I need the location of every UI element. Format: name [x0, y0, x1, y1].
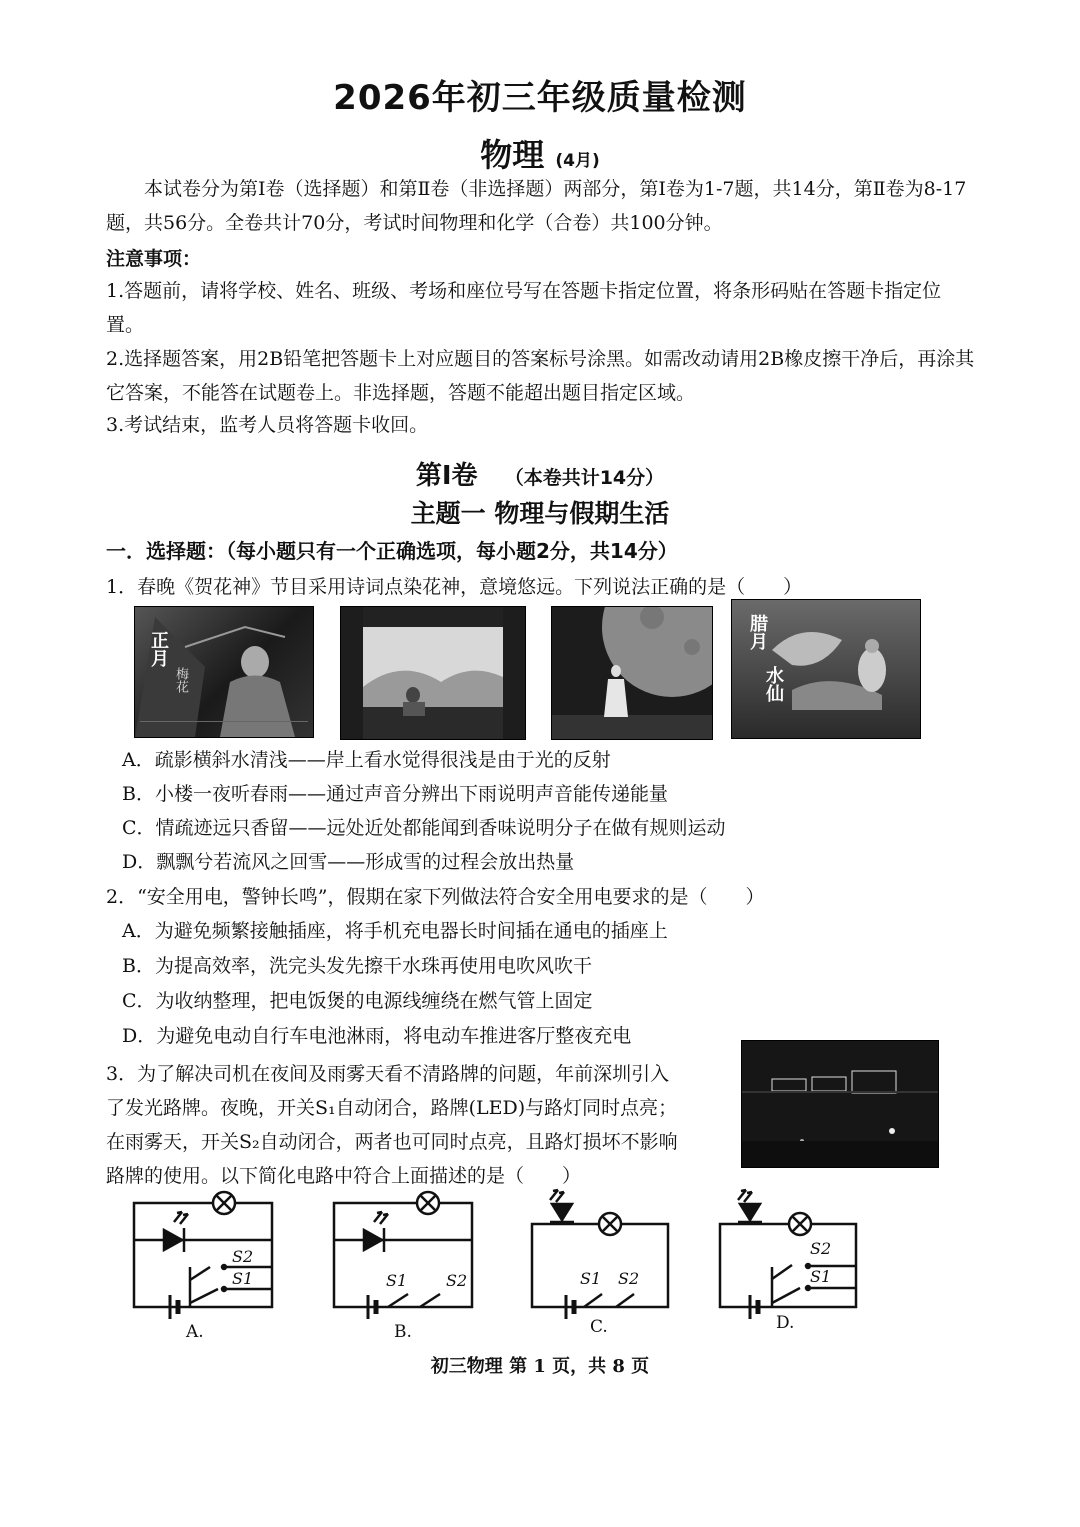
circuit-label-c: C.	[590, 1317, 608, 1337]
note-item-3: 3.考试结束，监考人员将答题卡收回。	[106, 414, 429, 436]
q1-photo-3	[551, 606, 713, 740]
notes-heading: 注意事项：	[106, 248, 202, 270]
q1-photo-4-text-2: 水仙	[763, 666, 784, 702]
circuit-d-s1-label: S1	[810, 1267, 832, 1286]
q3-road-sign-photo	[741, 1040, 939, 1168]
q1-photo-4-text-1: 腊月	[747, 614, 768, 650]
question-3-stem-line-2: 了发光路牌。夜晚，开关S₁自动闭合，路牌(LED)与路灯同时点亮；	[106, 1097, 678, 1119]
circuit-b-s2-label: S2	[446, 1271, 468, 1290]
question-2-option-c: C．为收纳整理，把电饭煲的电源线缠绕在燃气管上固定	[122, 990, 593, 1012]
question-2-option-d: D．为避免电动自行车电池淋雨，将电动车推进客厅整夜充电	[122, 1025, 632, 1047]
volume-score: （本卷共计14分）	[504, 467, 665, 489]
q1-photo-1-art	[135, 607, 313, 737]
volume-name: 第Ⅰ卷	[415, 461, 478, 491]
q1-photo-2-art	[341, 607, 525, 739]
question-3-stem-line-1: 3．为了解决司机在夜间及雨雾天看不清路牌的问题，年前深圳引入	[106, 1063, 670, 1085]
q3-circuit-diagrams	[120, 1182, 960, 1342]
question-3-stem-line-3: 在雨雾天，开关S₂自动闭合，两者也可同时点亮，且路灯损坏不影响	[106, 1131, 678, 1153]
circuit-label-a: A.	[186, 1322, 204, 1342]
exam-intro: 本试卷分为第Ⅰ卷（选择题）和第Ⅱ卷（非选择题）两部分，第Ⅰ卷为1-7题，共14分，第Ⅱ卷为8-17题，共56分。全卷共计70分，考试时间物理和化学（合卷）共100分钟。	[106, 178, 967, 234]
question-1-option-c: C．情疏迹远只香留——远处近处都能闻到香味说明分子在做有规则运动	[122, 817, 726, 839]
note-item-2: 2.选择题答案，用2B铅笔把答题卡上对应题目的答案标号涂黑。如需改动请用2B橡皮擦干净后，再涂其它答案，不能答在试题卷上。非选择题，答题不能超出题目指定区域。	[106, 348, 975, 404]
note-item-1: 1.答题前，请将学校、姓名、班级、考场和座位号写在答题卡指定位置，将条形码贴在答题卡指定位置。	[106, 280, 942, 336]
circuit-b-s1-label: S1	[386, 1271, 408, 1290]
section-heading: 一．选择题：（每小题只有一个正确选项，每小题2分，共14分）	[106, 539, 678, 563]
circuit-a-s2-label: S2	[232, 1247, 254, 1266]
question-2-stem: 2．“安全用电，警钟长鸣”，假期在家下列做法符合安全用电要求的是（ ）	[106, 886, 765, 908]
circuit-label-d: D.	[776, 1313, 795, 1333]
question-2-option-b: B．为提高效率，洗完头发先擦干水珠再使用电吹风吹干	[122, 955, 592, 977]
question-3-stem-line-4: 路牌的使用。以下简化电路中符合上面描述的是（ ）	[106, 1165, 582, 1187]
theme-heading: 主题一 物理与假期生活	[410, 499, 670, 528]
q1-photo-2	[340, 606, 526, 740]
subject-month: (4月)	[555, 151, 600, 171]
question-1-stem: 1．春晚《贺花神》节目采用诗词点染花神，意境悠远。下列说法正确的是（ ）	[106, 576, 803, 598]
exam-title: 2026年初三年级质量检测	[333, 78, 747, 118]
q1-photo-1-text-1: 正月	[148, 631, 169, 667]
page-footer: 初三物理 第 1 页，共 8 页	[430, 1356, 650, 1377]
circuit-c-s1-label: S1	[580, 1269, 602, 1288]
q1-photo-3-art	[552, 607, 712, 739]
q1-photo-1	[134, 606, 314, 738]
q3-road-sign-art	[742, 1041, 938, 1167]
subject-name: 物理	[480, 136, 545, 174]
circuit-d-s2-label: S2	[810, 1239, 832, 1258]
question-2-option-a: A．为避免频繁接触插座，将手机充电器长时间插在通电的插座上	[122, 920, 668, 942]
question-1-option-a: A．疏影横斜水清浅——岸上看水觉得很浅是由于光的反射	[122, 749, 611, 771]
circuit-label-b: B.	[394, 1322, 412, 1342]
subject-title	[0, 130, 1080, 176]
q1-photo-1-text-2: 梅花	[173, 667, 188, 693]
question-1-option-d: D．飘飘兮若流风之回雪——形成雪的过程会放出热量	[122, 851, 575, 873]
q1-photo-4	[731, 599, 921, 739]
volume-heading	[0, 455, 1080, 492]
question-1-option-b: B．小楼一夜听春雨——通过声音分辨出下雨说明声音能传递能量	[122, 783, 668, 805]
circuit-c-s2-label: S2	[618, 1269, 640, 1288]
circuit-a-s1-label: S1	[232, 1269, 254, 1288]
